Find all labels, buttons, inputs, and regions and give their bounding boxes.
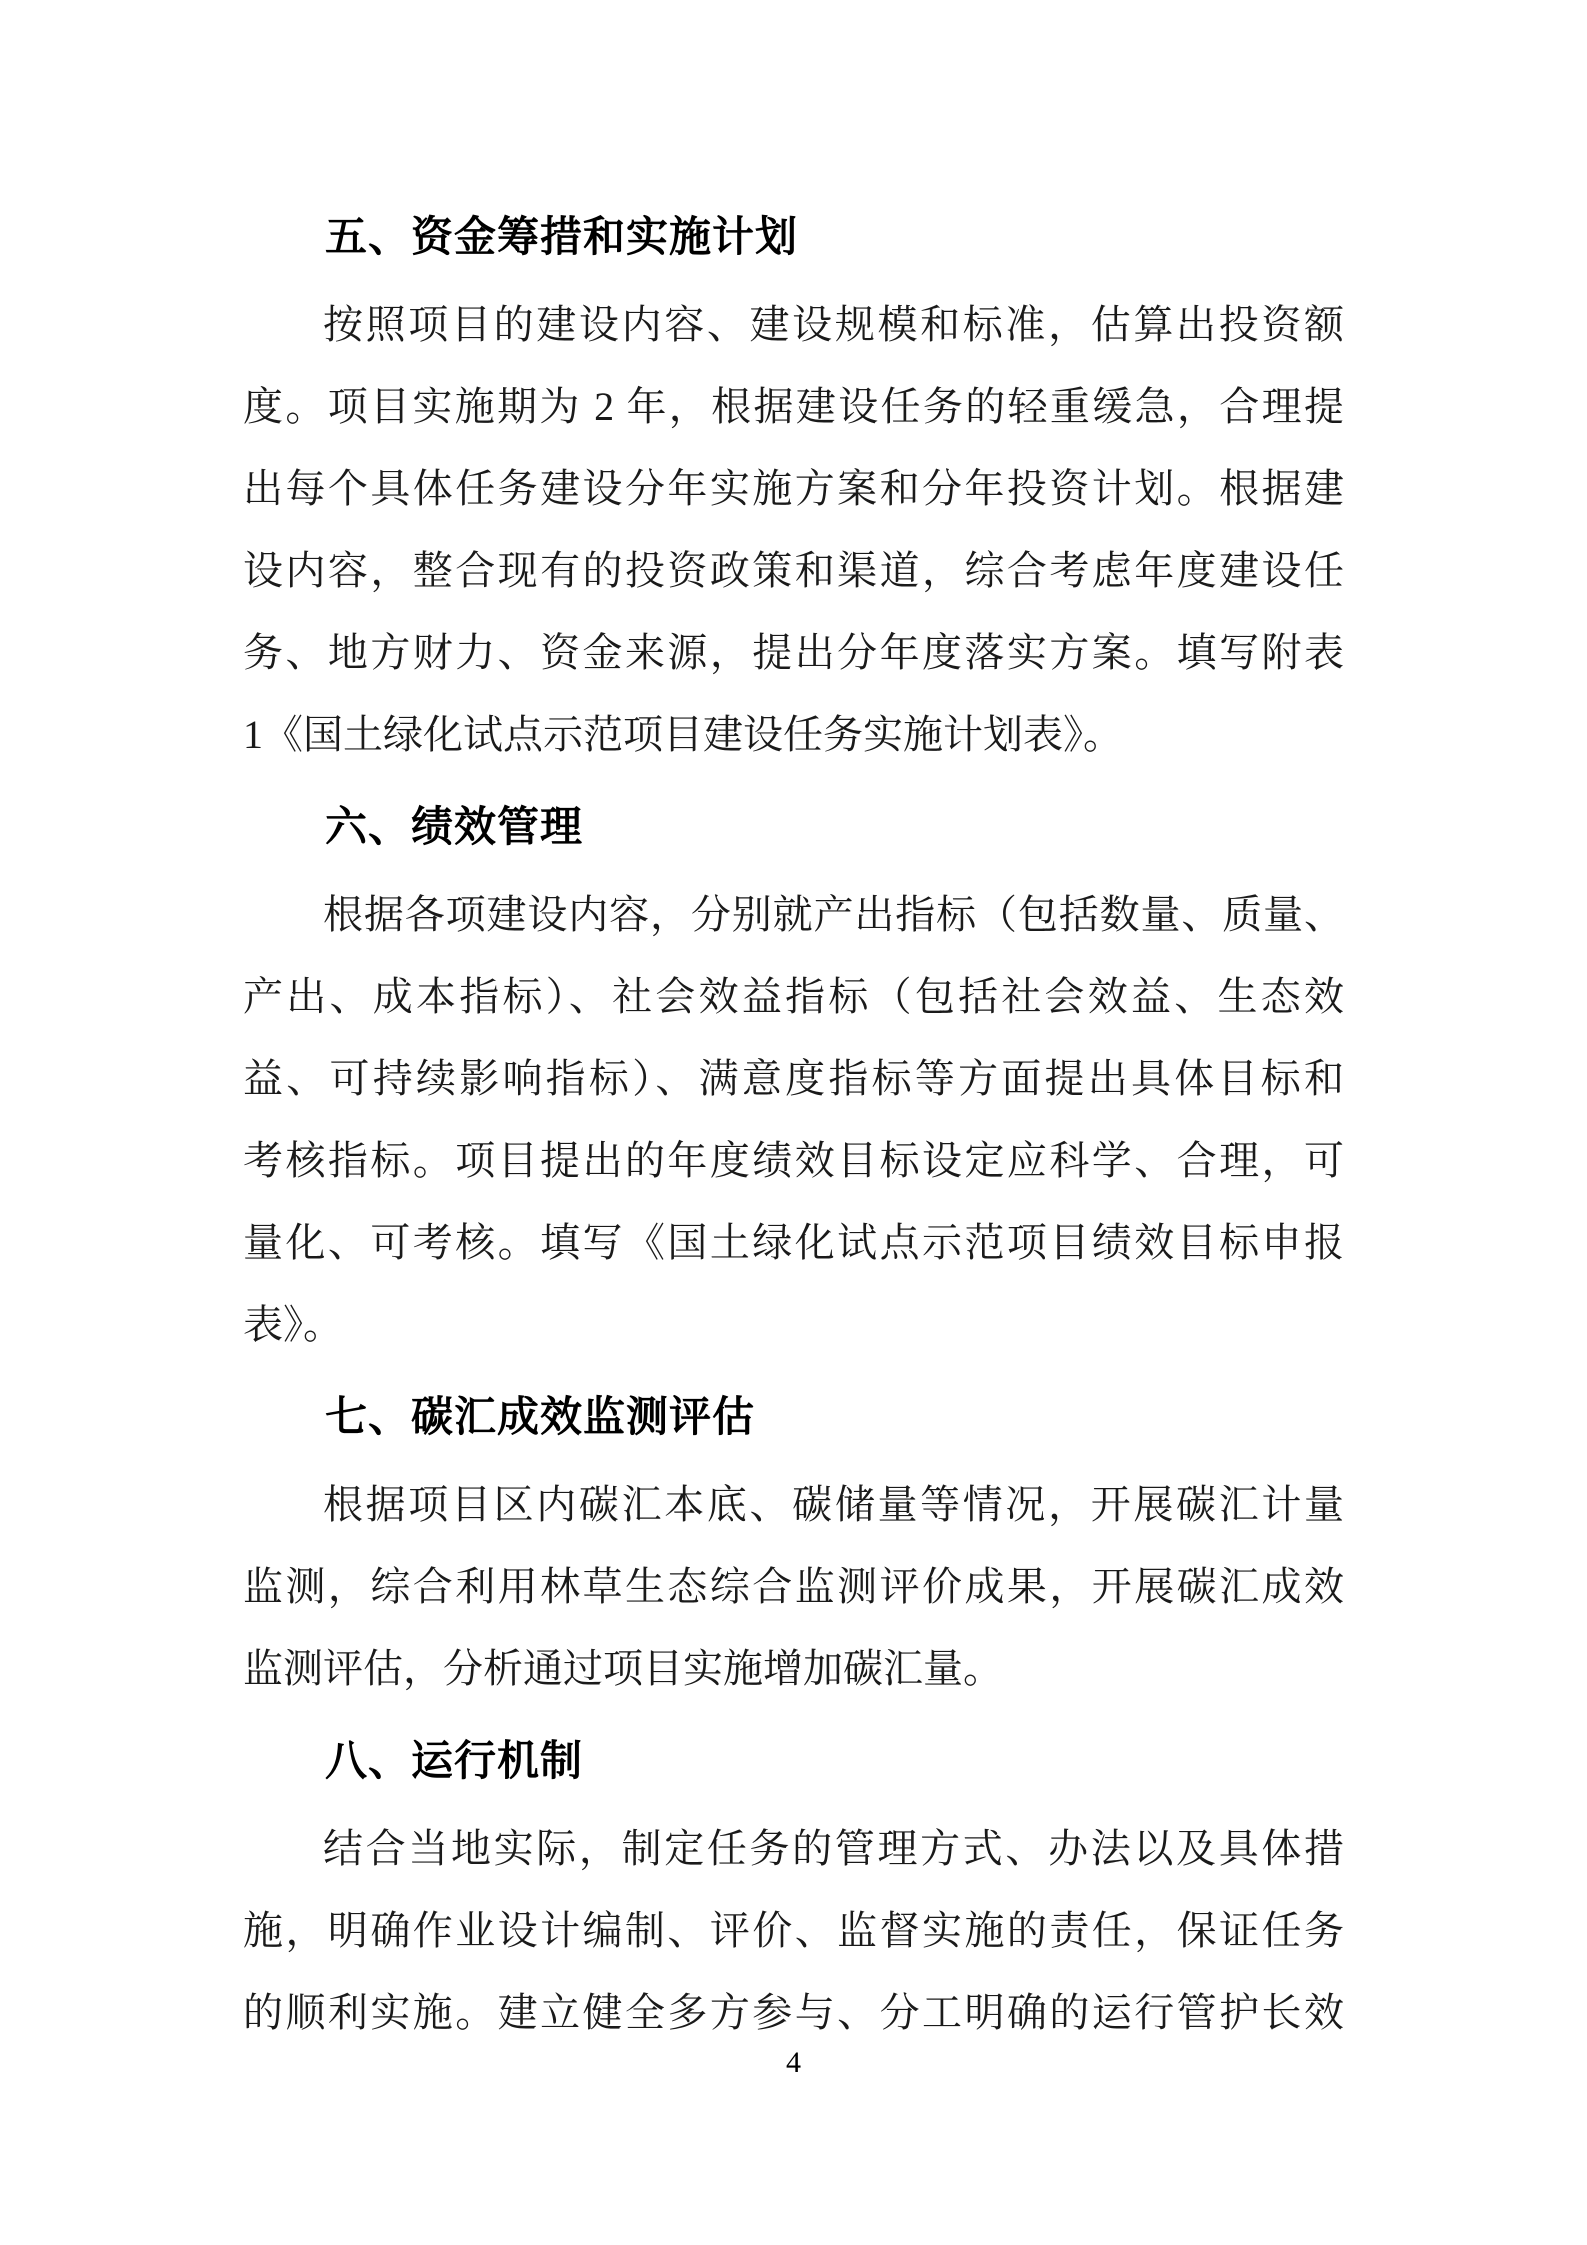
text-line: 根据各项建设内容，分别就产出指标（包括数量、质量、 bbox=[323, 892, 1344, 937]
section-heading: 六、绩效管理 bbox=[325, 803, 584, 850]
text-line: 表》。 bbox=[243, 1302, 343, 1347]
text-line: 1《国土绿化试点示范项目建设任务实施计划表》。 bbox=[243, 712, 1123, 757]
section-performance-management bbox=[243, 786, 1344, 1366]
text-line: 产出、成本指标）、社会效益指标（包括社会效益、生态效 bbox=[243, 974, 1344, 1019]
section-funding-and-implementation-plan bbox=[243, 196, 1344, 776]
text-line: 施，明确作业设计编制、评价、监督实施的责任，保证任务 bbox=[243, 1908, 1344, 1953]
text-line: 根据项目区内碳汇本底、碳储量等情况，开展碳汇计量 bbox=[323, 1482, 1344, 1527]
text-line: 考核指标。项目提出的年度绩效目标设定应科学、合理，可 bbox=[243, 1138, 1344, 1183]
page-footer bbox=[0, 2043, 1587, 2083]
section-heading: 七、碳汇成效监测评估 bbox=[325, 1393, 756, 1440]
document-content bbox=[243, 196, 1344, 2054]
text-line: 按照项目的建设内容、建设规模和标准，估算出投资额 bbox=[323, 302, 1344, 347]
section-operating-mechanism bbox=[243, 1720, 1344, 2054]
section-heading: 八、运行机制 bbox=[325, 1737, 584, 1784]
text-line: 量化、可考核。填写《国土绿化试点示范项目绩效目标申报 bbox=[243, 1220, 1344, 1265]
page-number: 4 bbox=[786, 2046, 801, 2079]
text-line: 监测评估，分析通过项目实施增加碳汇量。 bbox=[243, 1646, 1003, 1691]
text-line: 出每个具体任务建设分年实施方案和分年投资计划。根据建 bbox=[243, 466, 1344, 511]
text-line: 益、可持续影响指标）、满意度指标等方面提出具体目标和 bbox=[243, 1056, 1344, 1101]
section-carbon-sink-monitoring-evaluation bbox=[243, 1376, 1344, 1710]
text-line: 设内容，整合现有的投资政策和渠道，综合考虑年度建设任 bbox=[243, 548, 1344, 593]
section-heading: 五、资金筹措和实施计划 bbox=[325, 213, 799, 260]
text-line: 结合当地实际，制定任务的管理方式、办法以及具体措 bbox=[323, 1826, 1344, 1871]
text-line: 务、地方财力、资金来源，提出分年度落实方案。填写附表 bbox=[243, 630, 1344, 675]
text-line: 监测，综合利用林草生态综合监测评价成果，开展碳汇成效 bbox=[243, 1564, 1344, 1609]
text-line: 的顺利实施。建立健全多方参与、分工明确的运行管护长效 bbox=[243, 1990, 1344, 2035]
text-line: 度。项目实施期为 2 年，根据建设任务的轻重缓急，合理提 bbox=[243, 384, 1344, 429]
